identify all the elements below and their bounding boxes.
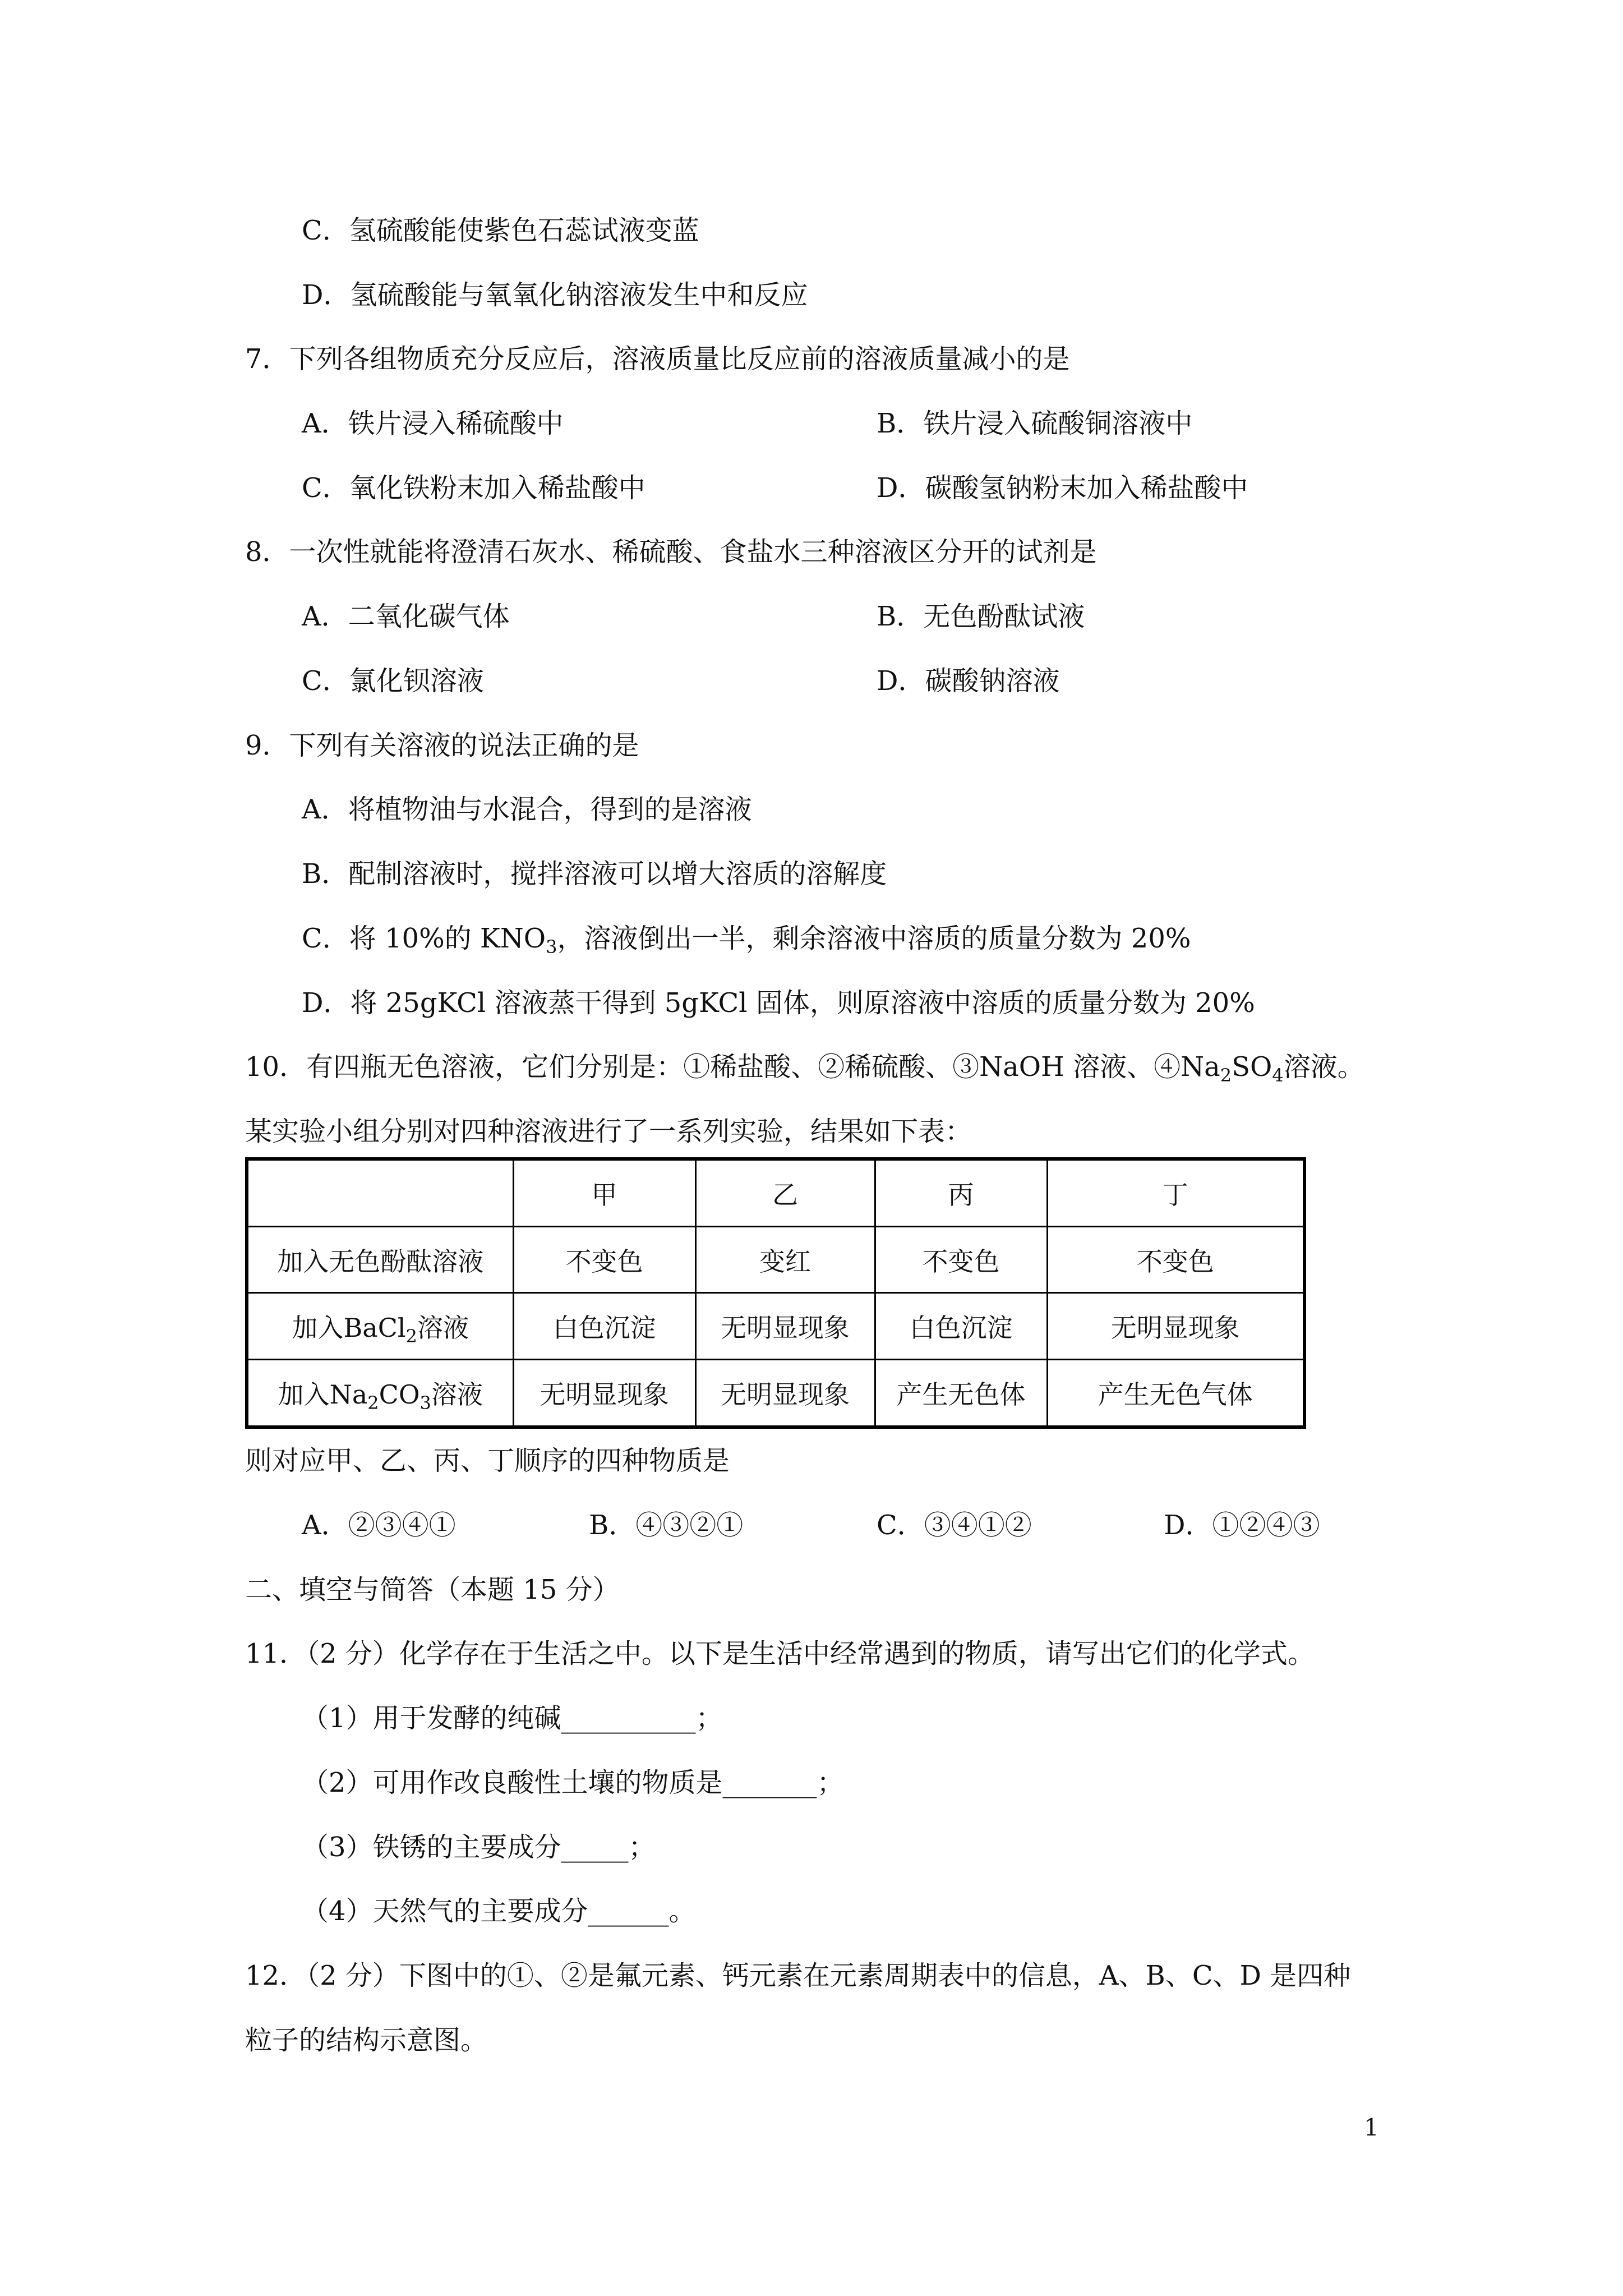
q12-stem: 12．（2 分）下图中的①、②是氟元素、钙元素在元素周期表中的信息，A、B、C、D 是四种 <box>245 1960 1351 1991</box>
table-cell: 产生无色体 <box>875 1359 1047 1427</box>
q8-option-b: B．无色酚酞试液 <box>877 601 1085 632</box>
table-header-row <box>247 1159 1304 1227</box>
table-row-label: 加入$Na_2CO_3$溶液 <box>247 1359 513 1427</box>
q7-stem: 7．下列各组物质充分反应后，溶液质量比反应前的溶液质量减小的是 <box>245 343 1070 375</box>
q11-item-2: （2）可用作改良酸性土壤的物质是_______； <box>302 1767 844 1798</box>
q6-option-c: C．氢硫酸能使紫色石蕊试液变蓝 <box>302 215 699 246</box>
table-header-cell <box>247 1159 513 1227</box>
q8-option-d: D．碳酸钠溶液 <box>877 665 1060 697</box>
q9-stem: 9．下列有关溶液的说法正确的是 <box>245 730 639 761</box>
q11-item-4: （4）天然气的主要成分______。 <box>302 1895 696 1927</box>
q10-option-a: A．②③④① <box>302 1510 456 1541</box>
experiment-results-table <box>245 1157 1306 1429</box>
q10-option-b: B．④③②① <box>589 1510 744 1541</box>
q11-stem: 11．（2 分）化学存在于生活之中。以下是生活中经常遇到的物质，请写出它们的化学式。 <box>245 1638 1315 1669</box>
page-number: 1 <box>1364 2114 1379 2141</box>
q7-option-a: A．铁片浸入稀硫酸中 <box>302 408 564 439</box>
table-row-label: 加入无色酚酞溶液 <box>247 1227 513 1293</box>
table-row <box>247 1227 1304 1293</box>
table-cell: 不变色 <box>513 1227 695 1293</box>
table-cell: 无明显现象 <box>695 1359 875 1427</box>
q10-stem-line2: 某实验小组分别对四种溶液进行了一系列实验，结果如下表： <box>245 1116 972 1147</box>
table-header-cell: 丁 <box>1047 1159 1304 1227</box>
q12-stem-line2: 粒子的结构示意图。 <box>245 2024 488 2056</box>
q7-option-c: C．氧化铁粉末加入稀盐酸中 <box>302 472 645 504</box>
q8-option-a: A．二氧化碳气体 <box>302 601 510 632</box>
table-row <box>247 1359 1304 1427</box>
table-cell: 变红 <box>695 1227 875 1293</box>
q10-after-table: 则对应甲、乙、丙、丁顺序的四种物质是 <box>245 1445 730 1476</box>
q9-option-b: B．配制溶液时，搅拌溶液可以增大溶质的溶解度 <box>302 858 887 890</box>
table-cell: 白色沉淀 <box>875 1293 1047 1359</box>
q11-item-1: （1）用于发酵的纯碱__________； <box>302 1703 723 1734</box>
table-row <box>247 1293 1304 1359</box>
q9-option-a: A．将植物油与水混合，得到的是溶液 <box>302 794 752 825</box>
q10-stem: 10．有四瓶无色溶液，它们分别是：①稀盐酸、②稀硫酸、③NaOH 溶液、$④Na_2SO_4$溶液。 <box>245 1051 1364 1086</box>
table-cell: 不变色 <box>875 1227 1047 1293</box>
q7-option-d: D．碳酸氢钠粉末加入稀盐酸中 <box>877 472 1248 504</box>
q8-option-c: C．氯化钡溶液 <box>302 665 484 697</box>
q9-option-c: C．将 10%的 $KNO_3$，溶液倒出一半，剩余溶液中溶质的质量分数为 20% <box>302 923 1191 958</box>
q10-option-d: D．①②④③ <box>1164 1510 1320 1541</box>
q7-option-b: B．铁片浸入硫酸铜溶液中 <box>877 408 1193 439</box>
table-cell: 无明显现象 <box>695 1293 875 1359</box>
q6-option-d: D．氢硫酸能与氧氧化钠溶液发生中和反应 <box>302 279 808 311</box>
table-header-cell: 乙 <box>695 1159 875 1227</box>
q8-stem: 8．一次性就能将澄清石灰水、稀硫酸、食盐水三种溶液区分开的试剂是 <box>245 536 1097 568</box>
table-cell: 不变色 <box>1047 1227 1304 1293</box>
table-cell: 产生无色气体 <box>1047 1359 1304 1427</box>
q9-option-d: D．将 25gKCl 溶液蒸干得到 5gKCl 固体，则原溶液中溶质的质量分数为 20% <box>302 987 1255 1019</box>
table-header-cell: 丙 <box>875 1159 1047 1227</box>
q11-item-3: （3）铁锈的主要成分_____； <box>302 1832 656 1863</box>
table-row-label: 加入BaCl$_2$溶液 <box>247 1293 513 1359</box>
table-cell: 无明显现象 <box>513 1359 695 1427</box>
table-cell: 白色沉淀 <box>513 1293 695 1359</box>
table-cell: 无明显现象 <box>1047 1293 1304 1359</box>
q10-option-c: C．③④①② <box>877 1510 1032 1541</box>
table-header-cell: 甲 <box>513 1159 695 1227</box>
section-heading: 二、填空与简答（本题 15 分） <box>245 1574 620 1605</box>
